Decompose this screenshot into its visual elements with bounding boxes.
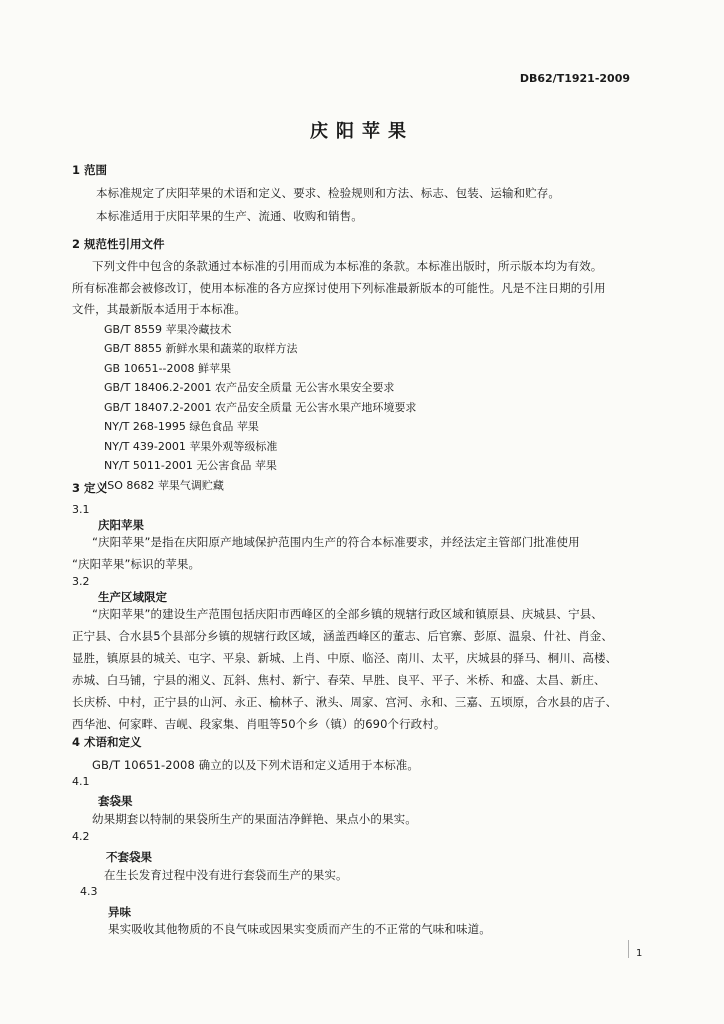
reference-item: ISO 8682 苹果气调贮藏 bbox=[104, 479, 224, 492]
clause-4-3-number: 4.3 bbox=[80, 885, 98, 898]
clause-4-2-number: 4.2 bbox=[72, 830, 90, 843]
clause-3-1-number: 3.1 bbox=[72, 503, 90, 516]
section-4-intro: GB/T 10651-2008 确立的以及下列术语和定义适用于本标准。 bbox=[92, 758, 420, 772]
reference-item: GB/T 18406.2-2001 农产品安全质量 无公害水果安全要求 bbox=[104, 381, 395, 394]
margin-mark bbox=[628, 940, 629, 958]
clause-3-2-line-5: 长庆桥、中村，正宁县的山河、永正、榆林子、湫头、周家、宫河、永和、三嘉、五顷原，合水县的店子、 bbox=[72, 695, 618, 709]
clause-4-1-term: 套袋果 bbox=[98, 794, 133, 808]
reference-item: GB 10651--2008 鲜苹果 bbox=[104, 362, 231, 375]
section-2-heading: 2 规范性引用文件 bbox=[72, 237, 165, 251]
reference-item: NY/T 5011-2001 无公害食品 苹果 bbox=[104, 459, 277, 472]
clause-3-2-line-4: 赤城、白马铺，宁县的湘义、瓦斜、焦村、新宁、春荣、早胜、良平、平子、米桥、和盛、太昌、新庄、 bbox=[72, 673, 606, 687]
section-2-intro-line-2: 所有标准都会被修改订，使用本标准的各方应探讨使用下列标准最新版本的可能性。凡是不注日期的引用 bbox=[72, 281, 606, 295]
clause-4-1-definition: 幼果期套以特制的果袋所生产的果面洁净鲜艳、果点小的果实。 bbox=[92, 812, 417, 826]
clause-4-2-definition: 在生长发育过程中没有进行套袋而生产的果实。 bbox=[104, 868, 348, 882]
reference-item: NY/T 268-1995 绿色食品 苹果 bbox=[104, 420, 259, 433]
section-1-paragraph-2: 本标准适用于庆阳苹果的生产、流通、收购和销售。 bbox=[96, 209, 363, 223]
section-2-intro-line-1: 下列文件中包含的条款通过本标准的引用而成为本标准的条款。本标准出版时，所示版本均为有效。 bbox=[92, 259, 603, 273]
clause-3-2-line-2: 正宁县、合水县5个县部分乡镇的规辖行政区域，涵盖西峰区的董志、后官寨、彭原、温泉、什社、肖金、 bbox=[72, 629, 614, 643]
section-4-heading: 4 术语和定义 bbox=[72, 735, 142, 749]
clause-3-1-line-2: “庆阳苹果”标识的苹果。 bbox=[72, 557, 201, 571]
clause-4-2-term: 不套袋果 bbox=[106, 850, 152, 864]
clause-3-2-line-1: “庆阳苹果”的建设生产范围包括庆阳市西峰区的全部乡镇的规辖行政区域和镇原县、庆城县、宁县、 bbox=[92, 607, 603, 621]
clause-3-2-number: 3.2 bbox=[72, 575, 90, 588]
section-1-heading: 1 范围 bbox=[72, 163, 108, 177]
document-code: DB62/T1921-2009 bbox=[519, 72, 630, 85]
clause-3-1-line-1: “庆阳苹果”是指在庆阳原产地域保护范围内生产的符合本标准要求，并经法定主管部门批准使用 bbox=[92, 535, 580, 549]
clause-4-1-number: 4.1 bbox=[72, 775, 90, 788]
reference-item: GB/T 18407.2-2001 农产品安全质量 无公害水果产地环境要求 bbox=[104, 401, 417, 414]
reference-item: NY/T 439-2001 苹果外观等级标准 bbox=[104, 440, 278, 453]
reference-item: GB/T 8559 苹果冷藏技术 bbox=[104, 323, 232, 336]
clause-3-2-line-6: 西华池、何家畔、吉岘、段家集、肖咀等50个乡（镇）的690个行政村。 bbox=[72, 717, 446, 731]
clause-4-3-definition: 果实吸收其他物质的不良气味或因果实变质而产生的不正常的气味和味道。 bbox=[108, 922, 491, 936]
document-title: 庆阳苹果 bbox=[310, 121, 414, 142]
section-2-intro-line-3: 文件，其最新版本适用于本标准。 bbox=[72, 302, 246, 316]
clause-4-3-term: 异味 bbox=[108, 905, 131, 919]
page-number: 1 bbox=[636, 948, 643, 959]
reference-item: GB/T 8855 新鲜水果和蔬菜的取样方法 bbox=[104, 342, 298, 355]
section-1-paragraph-1: 本标准规定了庆阳苹果的术语和定义、要求、检验规则和方法、标志、包装、运输和贮存。 bbox=[96, 186, 560, 200]
clause-3-1-term: 庆阳苹果 bbox=[98, 518, 144, 532]
section-3-heading: 3 定义 bbox=[72, 481, 108, 495]
clause-3-2-line-3: 显胜，镇原县的城关、屯字、平泉、新城、上肖、中原、临泾、南川、太平，庆城县的驿马、桐川、高楼、 bbox=[72, 651, 618, 665]
clause-3-2-term: 生产区域限定 bbox=[98, 590, 167, 604]
